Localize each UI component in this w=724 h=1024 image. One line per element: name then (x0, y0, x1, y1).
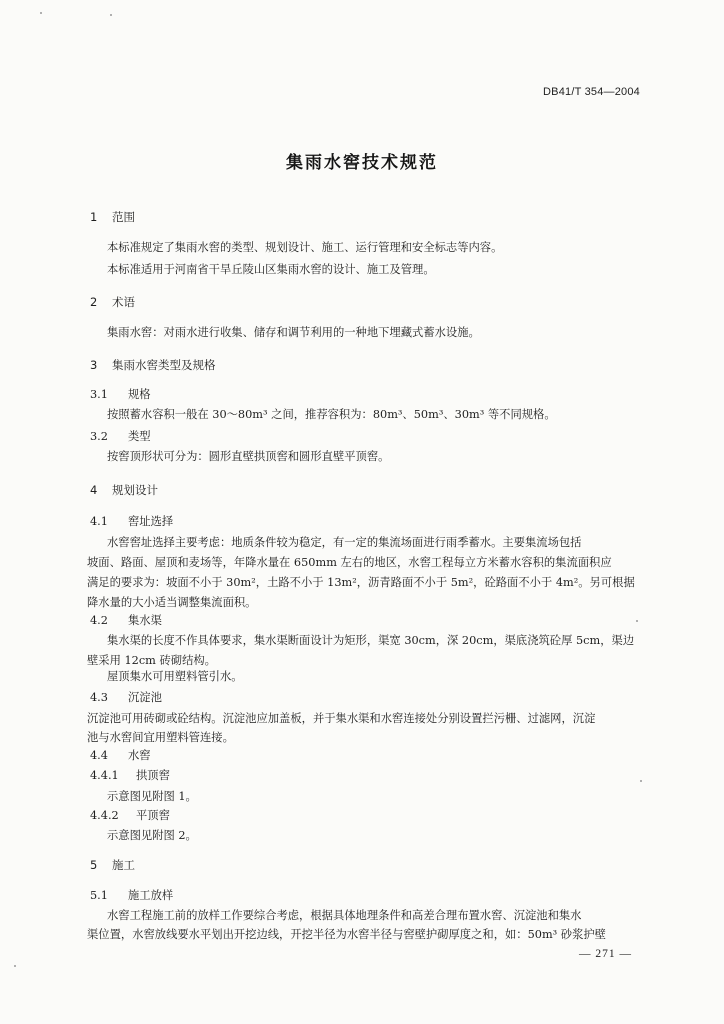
section-4-2-heading: 4.2 集水渠 (90, 614, 162, 627)
section-3-1-heading: 3.1 规格 (90, 388, 151, 401)
section-4-2-line-2: 壁采用 12cm 砖砌结构。 (87, 654, 216, 667)
section-2-paragraph-1: 集雨水窖：对雨水进行收集、储存和调节利用的一种地下埋藏式蓄水设施。 (107, 326, 480, 339)
standard-code: DB41/T 354—2004 (543, 86, 640, 98)
section-4-4-heading: 4.4 水窖 (90, 749, 151, 762)
section-4-1-line-3: 满足的要求为：坡面不小于 30m²，土路不小于 13m²，沥青路面不小于 5m²，砼路面不小于 4m²。另可根据 (87, 576, 635, 589)
scan-speck (40, 12, 42, 14)
section-1-paragraph-1: 本标准规定了集雨水窖的类型、规划设计、施工、运行管理和安全标志等内容。 (107, 241, 503, 254)
section-5-heading: 5 施工 (90, 858, 135, 872)
section-4-3-heading: 4.3 沉淀池 (90, 691, 162, 704)
scan-speck (640, 780, 642, 782)
scan-speck (636, 620, 638, 622)
section-3-heading: 3 集雨水窖类型及规格 (90, 358, 216, 372)
section-4-heading: 4 规划设计 (90, 483, 158, 497)
section-4-3-line-1: 沉淀池可用砖砌或砼结构。沉淀池应加盖板，并于集水渠和水窖连接处分别设置拦污栅、过滤网，沉淀 (87, 712, 596, 725)
scan-speck (14, 965, 16, 967)
section-3-1-paragraph: 按照蓄水容积一般在 30～80m³ 之间，推荐容积为：80m³、50m³、30m³ 等不同规格。 (107, 408, 556, 421)
section-4-2-line-3: 屋顶集水可用塑料管引水。 (107, 670, 243, 683)
section-1-heading: 1 范围 (90, 210, 135, 224)
section-4-1-line-1: 水窖窖址选择主要考虑：地质条件较为稳定，有一定的集流场面进行雨季蓄水。主要集流场包括 (107, 536, 582, 549)
section-2-heading: 2 术语 (90, 295, 135, 309)
section-4-1-line-4: 降水量的大小适当调整集流面积。 (87, 596, 257, 609)
section-5-1-line-2: 渠位置，水窖放线要水平划出开挖边线，开挖半径为水窖半径与窖壁护砌厚度之和，如：50m³ 砂浆护壁 (87, 928, 606, 941)
page-title: 集雨水窖技术规范 (286, 153, 438, 173)
section-1-paragraph-2: 本标准适用于河南省干旱丘陵山区集雨水窖的设计、施工及管理。 (107, 263, 435, 276)
section-4-1-heading: 4.1 窖址选择 (90, 515, 174, 528)
section-3-2-heading: 3.2 类型 (90, 430, 151, 443)
section-4-4-1-heading: 4.4.1 拱顶窖 (90, 769, 170, 782)
section-5-1-heading: 5.1 施工放样 (90, 889, 174, 902)
page-number: — 271 — (579, 948, 632, 960)
section-4-4-2-paragraph: 示意图见附图 2。 (107, 829, 197, 842)
section-5-1-line-1: 水窖工程施工前的放样工作要综合考虑，根据具体地理条件和高差合理布置水窖、沉淀池和集水 (107, 909, 582, 922)
section-4-2-line-1: 集水渠的长度不作具体要求，集水渠断面设计为矩形，渠宽 30cm，深 20cm，渠底浇筑砼厚 5cm，渠边 (107, 634, 635, 647)
scan-speck (110, 14, 112, 16)
section-4-4-1-paragraph: 示意图见附图 1。 (107, 790, 197, 803)
section-4-4-2-heading: 4.4.2 平顶窖 (90, 809, 170, 822)
section-4-3-line-2: 池与水窖间宜用塑料管连接。 (87, 731, 234, 744)
section-3-2-paragraph: 按窖顶形状可分为：圆形直壁拱顶窖和圆形直壁平顶窖。 (107, 450, 390, 463)
section-4-1-line-2: 坡面、路面、屋顶和麦场等，年降水量在 650mm 左右的地区，水窖工程每立方米蓄水容积的集流面积应 (87, 556, 612, 569)
